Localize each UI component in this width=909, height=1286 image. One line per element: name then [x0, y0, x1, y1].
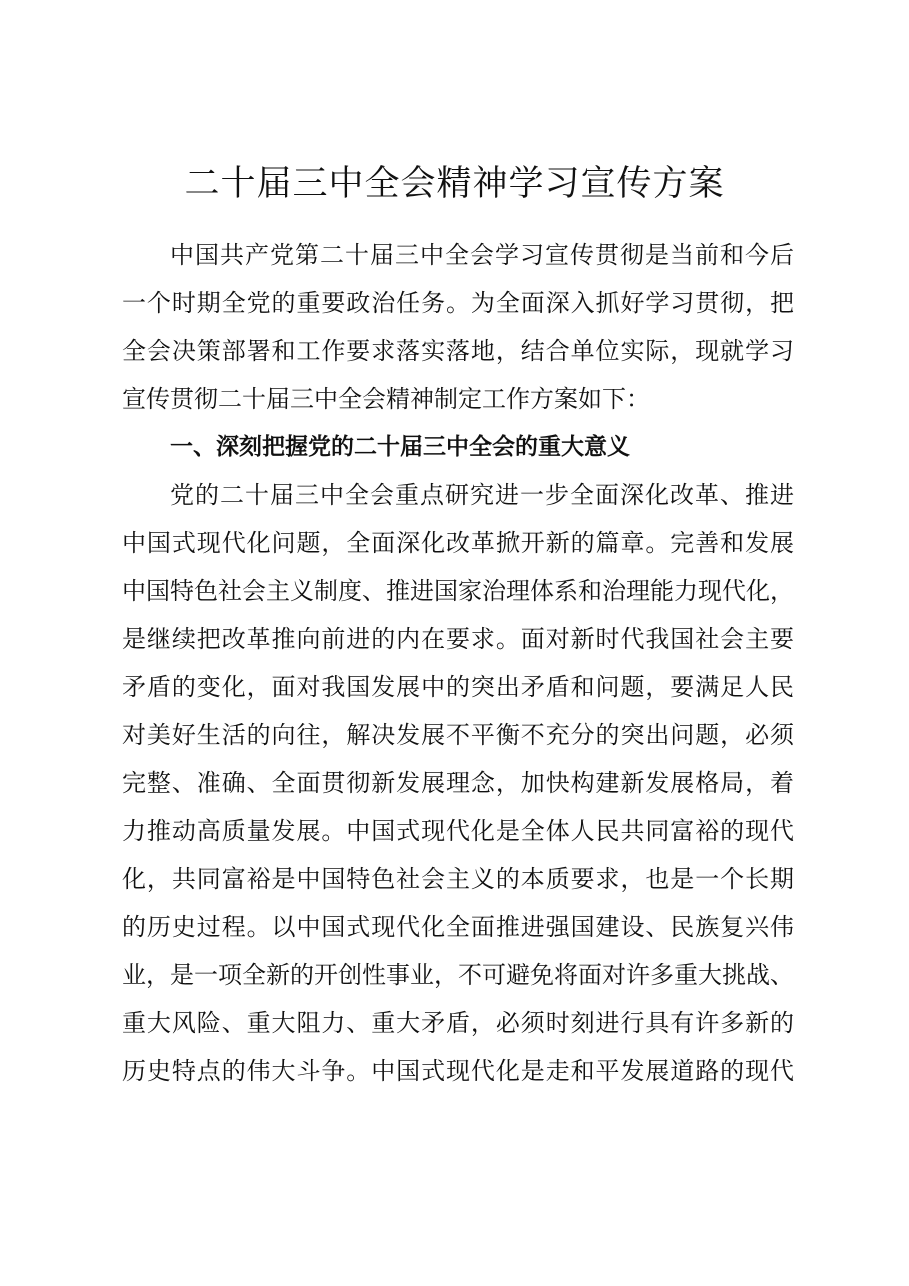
section-body-line: 中国特色社会主义制度、推进国家治理体系和治理能力现代化， — [122, 577, 794, 605]
section-body-line: 党的二十届三中全会重点研究进一步全面深化改革、推进 — [170, 481, 794, 509]
section-body-line: 历史特点的伟大斗争。中国式现代化是走和平发展道路的现代 — [122, 1057, 794, 1085]
section-body-line: 的历史过程。以中国式现代化全面推进强国建设、民族复兴伟 — [122, 913, 794, 941]
section-body-line: 业，是一项全新的开创性事业，不可避免将面对许多重大挑战、 — [122, 961, 794, 989]
intro-line: 全会决策部署和工作要求落实落地，结合单位实际，现就学习 — [122, 337, 794, 365]
section-body-line: 中国式现代化问题，全面深化改革掀开新的篇章。完善和发展 — [122, 529, 794, 557]
intro-line: 中国共产党第二十届三中全会学习宣传贯彻是当前和今后 — [170, 241, 794, 269]
section-body-line: 完整、准确、全面贯彻新发展理念，加快构建新发展格局，着 — [122, 769, 794, 797]
intro-line: 一个时期全党的重要政治任务。为全面深入抓好学习贯彻，把 — [122, 289, 794, 317]
section-heading: 一、深刻把握党的二十届三中全会的重大意义 — [170, 434, 630, 460]
section-body-line: 矛盾的变化，面对我国发展中的突出矛盾和问题，要满足人民 — [122, 673, 794, 701]
document-title: 二十届三中全会精神学习宣传方案 — [184, 164, 725, 204]
section-body-line: 重大风险、重大阻力、重大矛盾，必须时刻进行具有许多新的 — [122, 1009, 794, 1037]
section-body-line: 对美好生活的向往，解决发展不平衡不充分的突出问题，必须 — [122, 721, 794, 749]
intro-line: 宣传贯彻二十届三中全会精神制定工作方案如下： — [122, 385, 650, 413]
document-body — [122, 231, 794, 1095]
section-body-line: 力推动高质量发展。中国式现代化是全体人民共同富裕的现代 — [122, 817, 794, 845]
section-body-line: 化，共同富裕是中国特色社会主义的本质要求，也是一个长期 — [122, 865, 794, 893]
section-body-line: 是继续把改革推向前进的内在要求。面对新时代我国社会主要 — [122, 625, 794, 653]
